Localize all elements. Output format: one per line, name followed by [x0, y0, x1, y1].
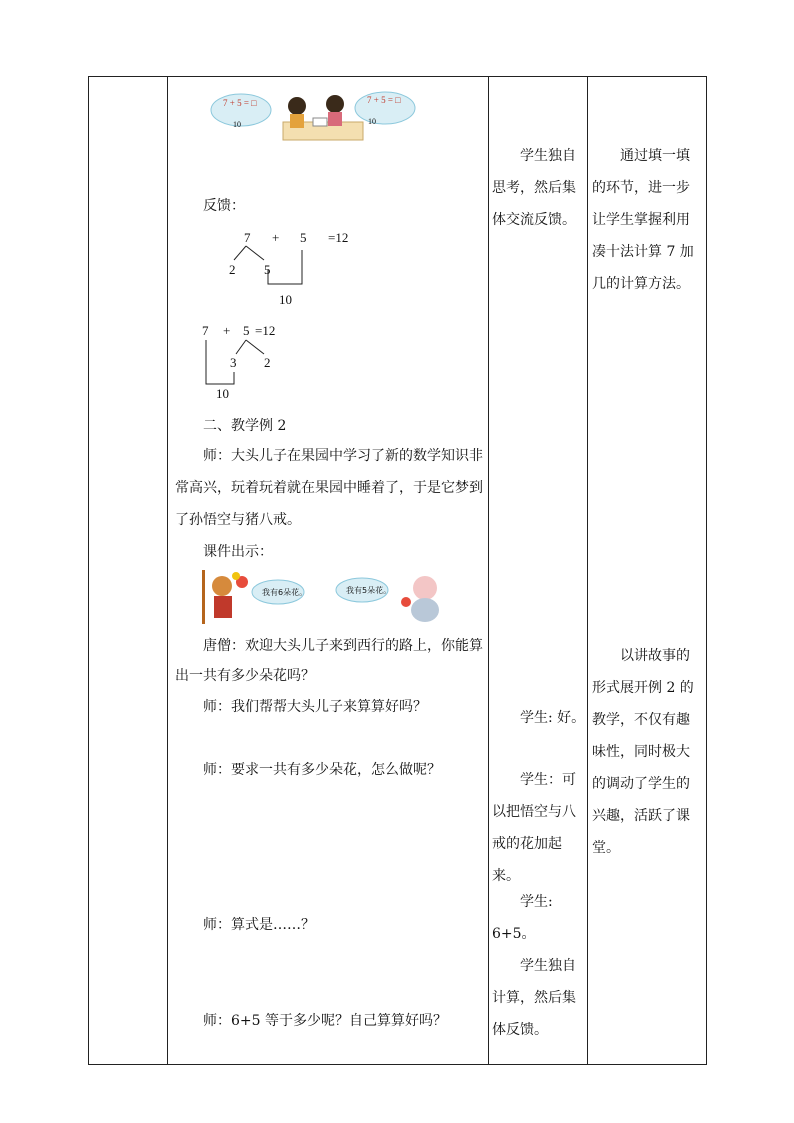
m2-s2: 2 — [264, 355, 271, 370]
sa4-line1: 学生独自 — [520, 958, 576, 974]
sa4-line3: 体反馈。 — [492, 1022, 548, 1038]
m1-a: 7 — [244, 230, 251, 245]
m2-b: 5 — [243, 323, 250, 338]
table-bottom-border — [88, 1064, 707, 1065]
teacher-q2: 师：要求一共有多少朵花，怎么做呢？ — [203, 762, 441, 778]
student-answer-3 — [492, 886, 587, 950]
tang-line1: 唐僧：欢迎大头儿子来到西行的路上，你能算 — [203, 638, 483, 654]
m1-sum: 10 — [279, 292, 292, 307]
student-answer-2 — [492, 764, 587, 892]
design-intent-1 — [592, 140, 702, 300]
m2-plus: + — [223, 323, 231, 338]
table-right-border — [706, 76, 707, 1065]
m2-a: 7 — [202, 323, 209, 338]
monkey-and-pig-illustration — [200, 568, 472, 626]
table-col-divider-2 — [488, 76, 489, 1065]
sa1-line1: 学生独自 — [520, 148, 576, 164]
di1-line1: 通过填一填 — [620, 148, 690, 164]
di2-line1: 以讲故事的 — [620, 648, 690, 664]
di2-line2: 形式展开例 2 的 — [592, 680, 694, 696]
m1-eq: =12 — [328, 230, 349, 245]
di1-line3: 让学生掌握利用 — [592, 212, 690, 228]
student-answer-1 — [492, 702, 587, 734]
feedback-label: 反馈： — [203, 198, 245, 214]
m1-s1: 2 — [229, 262, 236, 277]
tang-line2: 出一共有多少朵花吗？ — [175, 668, 315, 684]
di2-line4: 味性，同时极大 — [592, 744, 690, 760]
top-right-equation: 7 + 5 = □ — [367, 95, 401, 105]
m1-b: 5 — [300, 230, 307, 245]
teacher-q1: 师：我们帮帮大头儿子来算算好吗？ — [203, 699, 427, 715]
bubble-right-text: 我有5朵花。 — [346, 586, 392, 595]
section-heading-2: 二、教学例 2 — [203, 418, 287, 434]
sa4-line2: 计算，然后集 — [492, 990, 576, 1006]
top-left-ten: 10 — [233, 120, 241, 129]
table-top-border — [88, 76, 707, 77]
top-right-ten: 10 — [368, 117, 376, 126]
di1-line5: 几的计算方法。 — [592, 276, 690, 292]
di2-line6: 兴趣，活跃了课 — [592, 808, 690, 824]
student-activity-4 — [492, 950, 587, 1046]
table-left-border — [88, 76, 89, 1065]
m1-plus: + — [272, 230, 280, 245]
m1-s2: 5 — [264, 262, 271, 277]
bubble-left-text: 我有6朵花。 — [262, 588, 308, 597]
m2-eq: =12 — [255, 323, 276, 338]
di2-line3: 教学，不仅有趣 — [592, 712, 690, 728]
teacher-q4: 师：6+5 等于多少呢？自己算算好吗？ — [203, 1013, 447, 1029]
di2-line7: 堂。 — [592, 840, 620, 856]
sa1-line3: 体交流反馈。 — [492, 212, 576, 228]
para1-line2: 常高兴，玩着玩着就在果园中睡着了，于是它梦到 — [175, 480, 483, 496]
sa1-line2: 思考，然后集 — [492, 180, 576, 196]
di1-line4: 凑十法计算 7 加 — [592, 244, 694, 260]
top-left-equation: 7 + 5 = □ — [223, 98, 257, 108]
table-col-divider-3 — [587, 76, 588, 1065]
m2-s1: 3 — [230, 355, 237, 370]
sa2-line3: 戒的花加起来。 — [492, 836, 562, 884]
sa-answer1: 学生: 好。 — [520, 710, 586, 726]
di1-line2: 的环节，进一步 — [592, 180, 690, 196]
student-activity-1 — [492, 140, 587, 236]
design-intent-2 — [592, 640, 702, 864]
para1-line1: 师：大头儿子在果园中学习了新的数学知识非 — [203, 448, 483, 464]
sa2-line2: 以把悟空与八 — [492, 804, 576, 820]
table-col-divider-1 — [167, 76, 168, 1065]
sa2-line1: 学生：可 — [520, 772, 576, 788]
para1-line3: 了孙悟空与猪八戒。 — [175, 512, 301, 528]
di2-line5: 的调动了学生的 — [592, 776, 690, 792]
teacher-q3: 师：算式是……？ — [203, 917, 315, 933]
m2-sum: 10 — [216, 386, 229, 401]
courseware-label: 课件出示： — [203, 544, 273, 560]
sa-answer3: 学生: 6+5。 — [492, 894, 553, 942]
